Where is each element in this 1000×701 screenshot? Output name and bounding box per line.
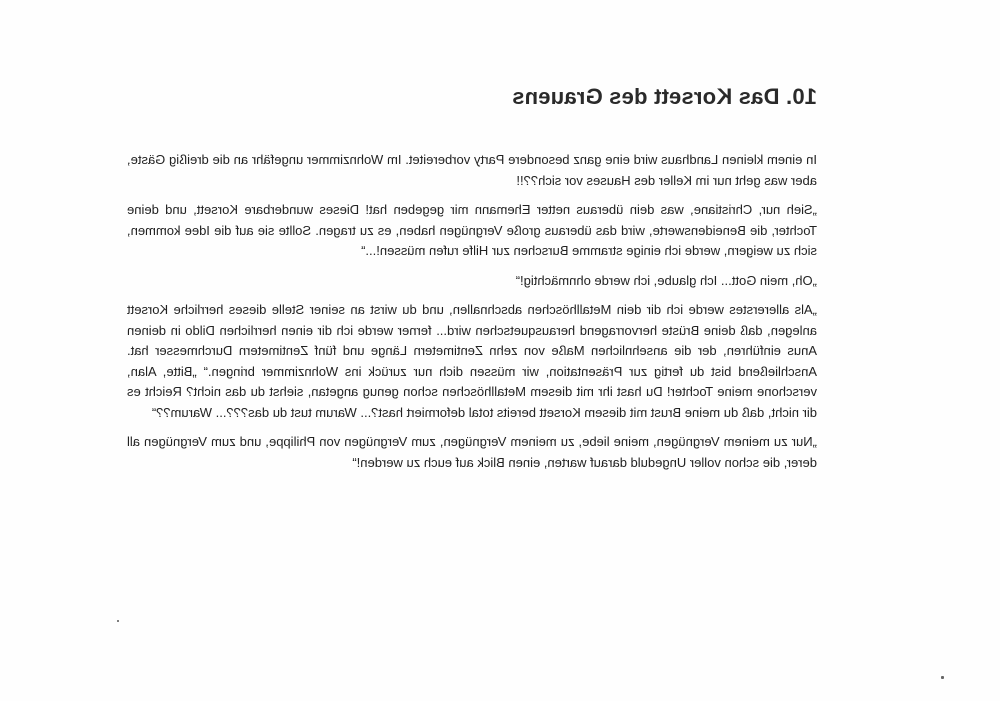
paragraph-5: „Nur zu meinem Vergnügen, meine liebe, zu meinem Vergnügen, zum Vergnügen von Philippe, und zum Vergnügen all derer, die schon voller Ungeduld darauf warten, einen Blick auf euch zu werden!“: [127, 434, 817, 470]
paragraph-1: In einem kleinen Landhaus wird eine ganz besondere Party vorbereitet. Im Wohnzimmer ungefähr an die dreißig Gäste, aber was geht nur im Keller des Hauses vor sich??!!: [127, 152, 817, 188]
paragraph-3: „Oh, mein Gott... Ich glaube, ich werde ohnmächtig!“: [515, 272, 817, 288]
chapter-title: 10. Das Korsett des Grauens: [512, 84, 817, 109]
paragraph-4: „Als allererstes werde ich dir dein Metallhöschen abschnallen, und du wirst an seiner Stelle dieses herrliche Korsett anlegen, daß deine Brüste hervorragend herausquetschen wird... ferner werde ich dir einen herrlichen Dildo in deinen Anus einführen, der die ansehnlichen Maße von zehn Zentimetern Länge und fünf Zentimetern Durchmesser hat. Anschließend bist du fertig zur Präsentation, wir müssen dich nur zurück ins Wohnzimmer bringen.“ „Bitte, Alan, verschone meine Tochter! Du hast ihr mit diesem Metallhöschen schon genug angetan, siehst du das nicht? Reicht es dir nicht, daß du meine Brust mit diesem Korsett bereits total deformiert hast?... Warum tust du das???... Warum??“: [127, 302, 817, 420]
scan-speck-corner: [941, 676, 944, 679]
paragraph-2: „Sieh nur, Christiane, was dein überaus netter Ehemann mir gegeben hat! Dieses wunderbare Korsett, und deine Tochter, die Beneidenswerte, wird das überaus große Vergnügen haben, es zu tragen. Sollte sie auf die Idee kommen, sich zu weigern, werde ich einige stramme Burschen zur Hilfe rufen müssen!...“: [127, 202, 817, 258]
scan-speck: [117, 620, 119, 622]
document-body: [127, 84, 817, 482]
